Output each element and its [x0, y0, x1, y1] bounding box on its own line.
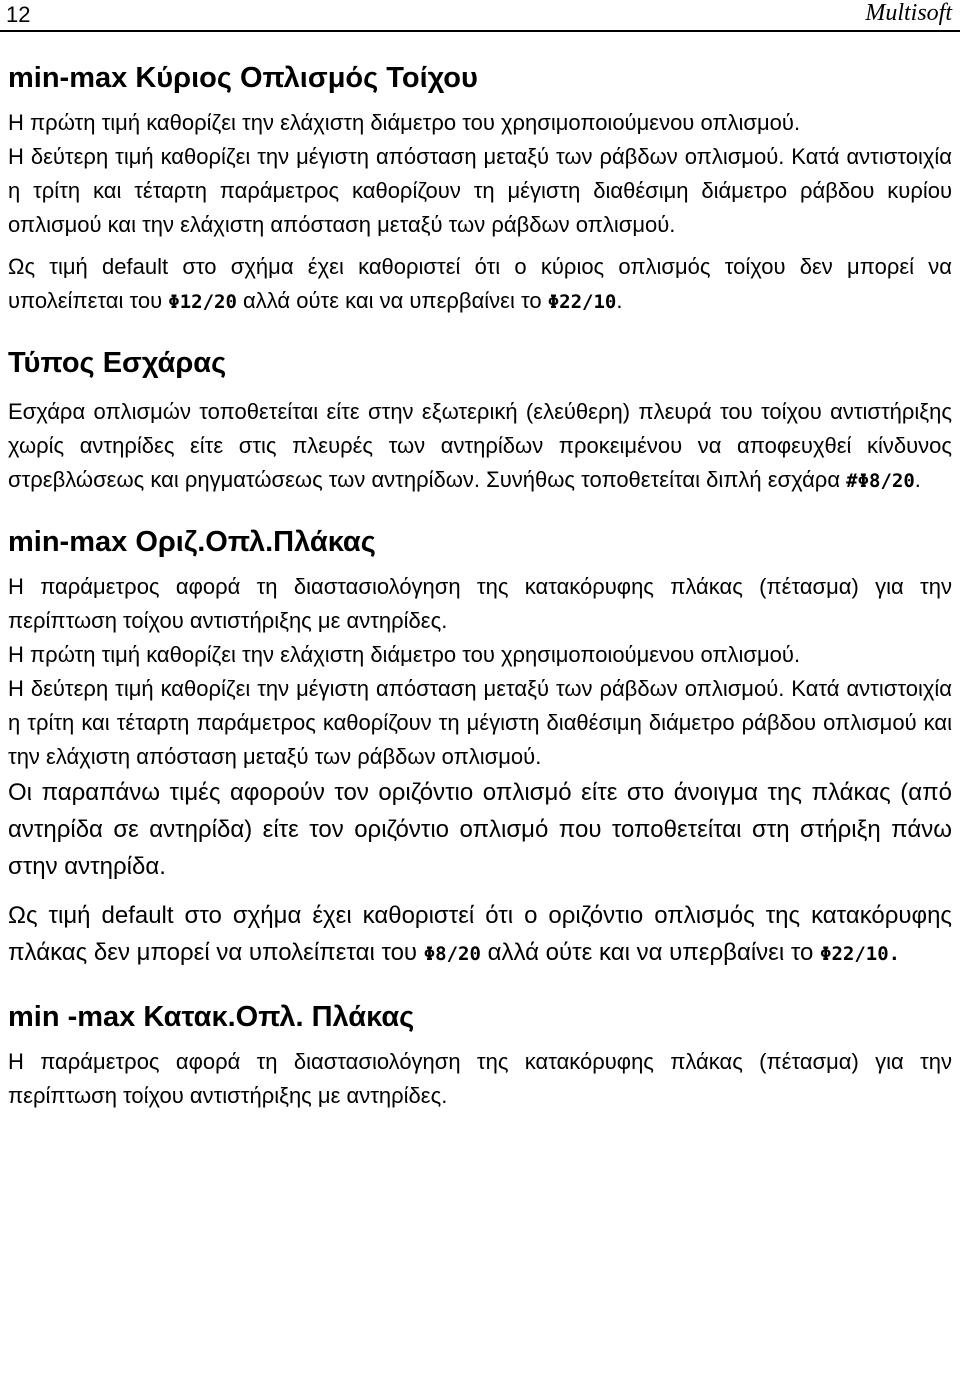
paragraph-text: Εσχάρα οπλισμών τοποθετείται είτε στην εξωτερική (ελεύθερη) πλευρά του τοίχου αντιστήριξης χωρίς αντηρίδες είτε στις πλευρές των αντηρίδων προκειμένου να αποφευχθεί κίνδυνος στρεβλώσεως και ρηγματώσεως των αντηρίδων. Συνήθως τοποθετείται διπλή εσχάρα — [8, 399, 952, 492]
paragraph-text: αλλά ούτε και να υπερβαίνει το — [236, 288, 548, 313]
paragraph: Η παράμετρος αφορά τη διαστασιολόγηση της κατακόρυφης πλάκας (πέτασμα) για την περίπτωση τοίχου αντιστήριξης με αντηρίδες. — [8, 574, 952, 633]
section-heading: min-max Οριζ.Οπλ.Πλάκας — [8, 526, 376, 558]
rebar-code: Φ12/20 — [168, 291, 237, 313]
paragraph-text: . — [616, 288, 623, 313]
paragraph: Η δεύτερη τιμή καθορίζει την μέγιστη απόσταση μεταξύ των ράβδων οπλισμού. Κατά αντιστοιχία η τρίτη και τέταρτη παράμετρος καθορίζουν τη μέγιστη διαθέσιμη διάμετρο ράβδου οπλισμού και την ελάχιστη απόσταση μεταξύ των ράβδων οπλισμού. — [8, 676, 952, 769]
rebar-code: Φ8/20 — [423, 943, 481, 965]
page-header — [0, 0, 960, 32]
rebar-code: #Φ8/20 — [846, 470, 915, 492]
paragraph: Η πρώτη τιμή καθορίζει την ελάχιστη διάμετρο του χρησιμοποιούμενου οπλισμού. — [8, 110, 801, 135]
paragraph-text: αλλά ούτε και να υπερβαίνει το — [480, 939, 821, 966]
paragraph-text: Ως τιμή default στο σχήμα έχει καθοριστεί ότι ο κύριος οπλισμός τοίχου δεν μπορεί να υπολείπεται του — [8, 254, 952, 313]
page-body — [8, 58, 952, 1113]
paragraph — [8, 250, 952, 319]
rebar-code: Φ22/10 — [547, 291, 617, 313]
rebar-code: Φ22/10. — [820, 943, 901, 965]
section-heading: min-max Κύριος Οπλισμός Τοίχου — [8, 62, 478, 94]
running-title: Multisoft — [865, 0, 952, 26]
paragraph — [8, 897, 952, 973]
paragraph: Η δεύτερη τιμή καθορίζει την μέγιστη απόσταση μεταξύ των ράβδων οπλισμού. Κατά αντιστοιχία η τρίτη και τέταρτη παράμετρος καθορίζουν τη μέγιστη διαθέσιμη διάμετρο ράβδου κυρίου οπλισμού και την ελάχιστη απόσταση μεταξύ των ράβδων οπλισμού. — [8, 144, 952, 237]
paragraph: Η παράμετρος αφορά τη διαστασιολόγηση της κατακόρυφης πλάκας (πέτασμα) για την περίπτωση τοίχου αντιστήριξης με αντηρίδες. — [8, 1049, 952, 1108]
paragraph: Οι παραπάνω τιμές αφορούν τον οριζόντιο οπλισμό είτε στο άνοιγμα της πλάκας (από αντηρίδα σε αντηρίδα) είτε τον οριζόντιο οπλισμό που τοποθετείται στη στήριξη πάνω στην αντηρίδα. — [8, 779, 952, 880]
paragraph: Η πρώτη τιμή καθορίζει την ελάχιστη διάμετρο του χρησιμοποιούμενου οπλισμού. — [8, 642, 801, 667]
section-heading: min -max Κατακ.Οπλ. Πλάκας — [8, 1001, 415, 1033]
paragraph-text: . — [914, 467, 921, 492]
paragraph-text: Ως τιμή default στο σχήμα έχει καθοριστεί ότι ο οριζόντιο οπλισμός της κατακόρυφης πλάκας δεν μπορεί να υπολείπεται του — [8, 902, 952, 966]
section-heading: Τύπος Εσχάρας — [8, 347, 227, 379]
page-number: 12 — [6, 2, 31, 27]
paragraph — [8, 395, 952, 498]
